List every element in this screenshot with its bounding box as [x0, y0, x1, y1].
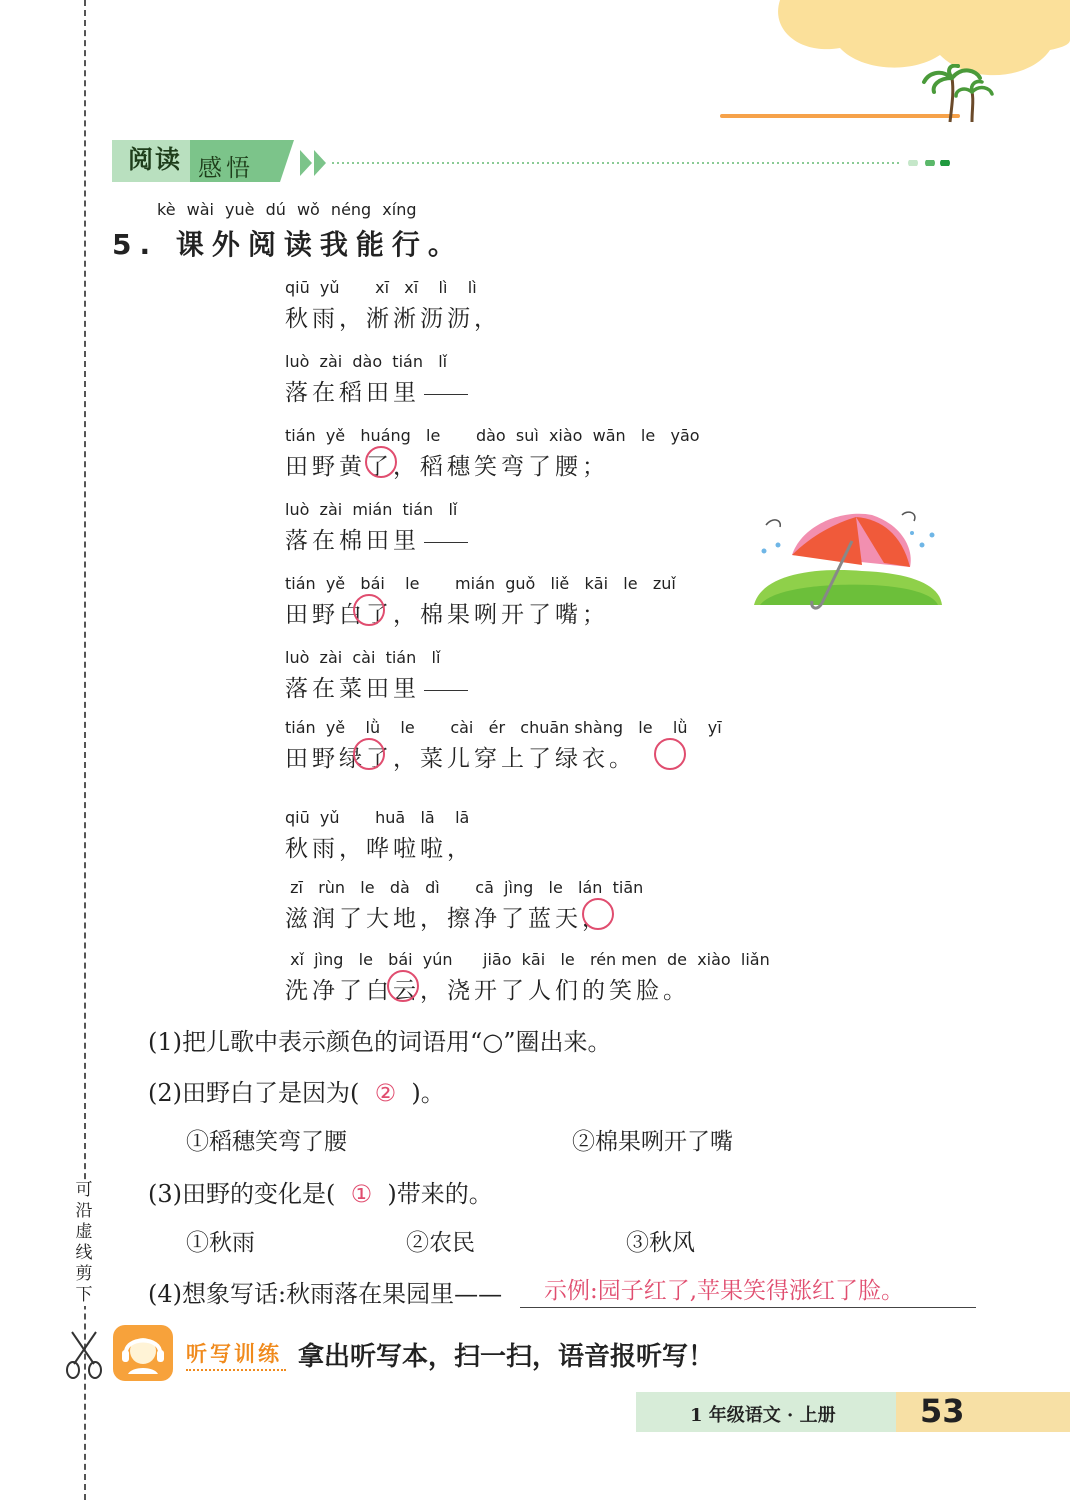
headset-icon [112, 1324, 174, 1382]
question-3-prefix: (3)田野的变化是( [148, 1180, 336, 1208]
dash-line [424, 394, 468, 395]
scissors-icon [64, 1330, 104, 1380]
poem-line-4-wrap [285, 522, 468, 555]
poem-line-7: 田野绿了，菜儿穿上了绿衣。 [285, 746, 636, 772]
question-3-option-2: ②农民 [406, 1230, 475, 1256]
poem-pinyin-7: tián yě lǜ le cài ér chuān shàng le lǜ yī [285, 718, 722, 737]
poem-line-6: 落在菜田里 [285, 676, 420, 702]
poem-line-6-wrap [285, 670, 468, 703]
footer-grade-label: 1 年级语文 · 上册 [690, 1405, 836, 1426]
question-3-answer: ① [350, 1180, 373, 1208]
question-3-suffix: )带来的。 [387, 1180, 493, 1208]
poem-pinyin-3: tián yě huáng le dào suì xiào wān le yāo [285, 426, 700, 445]
dotted-divider [330, 160, 950, 166]
answer-circle-bai-2 [387, 970, 419, 1002]
listening-practice-label: 听写训练 [186, 1342, 282, 1366]
poem-line-9: 滋润了大地，擦净了蓝天， [285, 906, 609, 932]
question-4: (4)想象写话:秋雨落在果园里—— [148, 1280, 503, 1308]
section-title-reading: 阅读 [128, 145, 183, 174]
dash-line [424, 542, 468, 543]
cloud-decoration [760, 0, 1070, 110]
poem-pinyin-10: xǐ jìng le bái yún jiāo kāi le rén men de xiào liǎn [285, 950, 770, 969]
poem-pinyin-2: luò zài dào tián lǐ [285, 352, 448, 371]
poem-pinyin-8: qiū yǔ huā lā lā [285, 808, 470, 827]
question-3-option-1: ①秋雨 [186, 1230, 255, 1256]
question-2-suffix: )。 [411, 1079, 445, 1107]
question-3-option-3: ③秋风 [626, 1230, 695, 1256]
poem-line-8: 秋雨，哗啦啦， [285, 836, 474, 862]
answer-circle-lan [582, 898, 614, 930]
poem-pinyin-5: tián yě bái le mián guǒ liě kāi le zuǐ [285, 574, 676, 593]
palm-tree-icon [920, 64, 995, 124]
question-2-answer: ② [374, 1079, 397, 1107]
question-4-answer-line[interactable]: 示例:园子红了,苹果笑得涨红了脸。 [520, 1272, 976, 1308]
umbrella-illustration [752, 505, 944, 620]
question-title: 5. 课外阅读我能行。 [112, 228, 464, 261]
poem-line-10: 洗净了白云，浇开了人们的笑脸。 [285, 978, 690, 1004]
answer-circle-lv-1 [353, 738, 385, 770]
poem-line-2: 落在稻田里 [285, 380, 420, 406]
poem-pinyin-6: luò zài cài tián lǐ [285, 648, 441, 667]
question-2 [148, 1073, 445, 1108]
poem-line-5: 田野白了，棉果咧开了嘴； [285, 602, 609, 628]
poem-pinyin-1: qiū yǔ xī xī lì lì [285, 278, 477, 297]
answer-circle-huang [365, 446, 397, 478]
answer-circle-bai [353, 594, 385, 626]
answer-circle-lv-2 [654, 738, 686, 770]
question-2-option-1: ①稻穗笑弯了腰 [186, 1129, 347, 1155]
listening-underline [186, 1369, 286, 1371]
question-1: (1)把儿歌中表示颜色的词语用“○”圈出来。 [148, 1028, 612, 1056]
section-title-insight: 感悟 [198, 154, 254, 182]
page-number: 53 [920, 1392, 965, 1430]
question-3 [148, 1174, 493, 1209]
poem-line-3: 田野黄了，稻穗笑弯了腰； [285, 454, 609, 480]
poem-line-2-wrap [285, 374, 468, 407]
double-arrow-icon [298, 148, 332, 178]
question-2-prefix: (2)田野白了是因为( [148, 1079, 360, 1107]
cut-hint-text: 可沿虚线剪下 [72, 1180, 96, 1306]
question-pinyin: kè wài yuè dú wǒ néng xíng [157, 200, 417, 219]
poem-line-1: 秋雨，淅淅沥沥， [285, 306, 501, 332]
question-2-option-2: ②棉果咧开了嘴 [572, 1129, 733, 1155]
poem-line-4: 落在棉田里 [285, 528, 420, 554]
listening-instruction: 拿出听写本，扫一扫，语音报听写！ [298, 1342, 715, 1372]
dash-line [424, 690, 468, 691]
poem-pinyin-4: luò zài mián tián lǐ [285, 500, 458, 519]
poem-pinyin-9: zī rùn le dà dì cā jìng le lán tiān [285, 878, 644, 897]
